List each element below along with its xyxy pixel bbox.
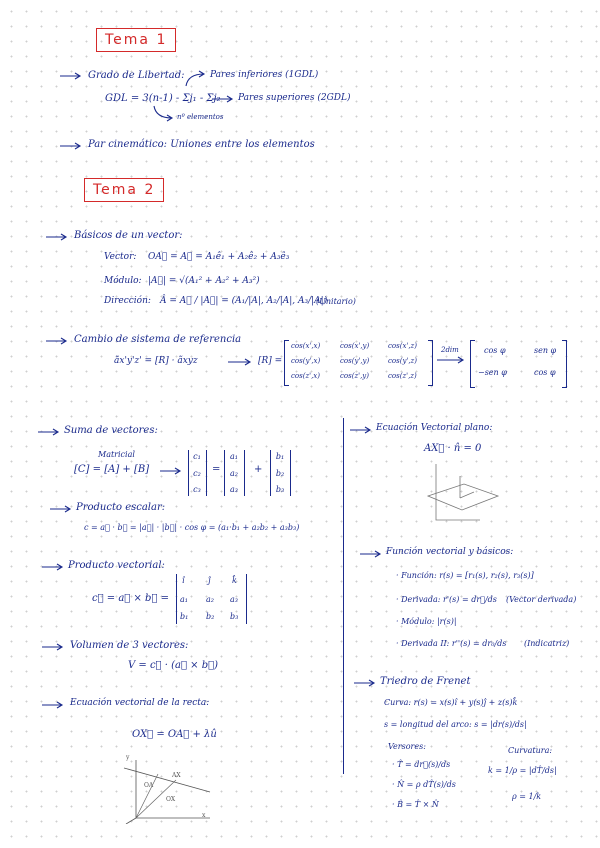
vector-bar bbox=[206, 450, 207, 496]
a-entry: a₁ bbox=[230, 452, 238, 461]
a-column bbox=[226, 452, 242, 494]
recta-formula: OX⃗ = OA⃗ + λû bbox=[132, 729, 217, 740]
c-entry: c₃ bbox=[193, 485, 201, 494]
a-entry: a₃ bbox=[230, 485, 238, 494]
plano-label: Ecuación Vectorial plano: bbox=[376, 423, 493, 433]
modulo-formula: |A⃗| = √(A₁² + A₂² + A₃²) bbox=[148, 276, 260, 286]
r2-matrix-cell: cos φ bbox=[534, 368, 556, 377]
b-column bbox=[272, 452, 288, 494]
vector-bar bbox=[290, 450, 291, 496]
pares-superiores: Pares superiores (2GDL) bbox=[238, 93, 351, 103]
b-entry: b₂ bbox=[275, 468, 285, 478]
a-entry: a₂ bbox=[230, 468, 238, 478]
vector-label: Vector: bbox=[104, 252, 137, 262]
n-versor-formula: · N̂ = ρ dT̂(s)/ds bbox=[392, 780, 456, 789]
plane-sketch-figure bbox=[420, 460, 504, 526]
fig-label: OA bbox=[144, 782, 154, 789]
det-entry: a₂ bbox=[206, 595, 214, 604]
volumen-label: Volumen de 3 vectores: bbox=[70, 640, 189, 651]
modulo-row: · Módulo: |r(s)| bbox=[396, 617, 457, 626]
vector-bar bbox=[270, 450, 271, 496]
matricial-label: Matricial bbox=[98, 450, 135, 459]
suma-label: Suma de vectores: bbox=[64, 425, 158, 436]
det-entry: ĵ bbox=[208, 576, 211, 585]
escalar-formula: c = a⃗ · b⃗ = |a⃗| · |b⃗| · cos φ = (a₁·b₁ + a₂b₂ + a₃b₃) bbox=[84, 523, 300, 532]
curved-arrow-icon bbox=[184, 70, 208, 88]
b-entry: b₃ bbox=[275, 485, 285, 494]
rho-formula: ρ = 1/k bbox=[512, 792, 542, 801]
unitario-note: (Unitario) bbox=[316, 297, 356, 306]
arrow-icon bbox=[212, 95, 236, 103]
r-label: [R] = bbox=[258, 356, 283, 366]
matrix-bracket-left bbox=[470, 340, 475, 388]
par-cinematico: Par cinemático: Uniones entre los elementos bbox=[88, 139, 315, 150]
suma-formula: [C] = [A] + [B] bbox=[74, 464, 150, 475]
det-entry: b₂ bbox=[206, 612, 215, 621]
plus-sign: + bbox=[254, 464, 263, 475]
arrow-icon bbox=[46, 233, 70, 241]
determinant-bar bbox=[246, 574, 247, 624]
curva-formula: Curva: r(s) = x(s)î + y(s)ĵ + z(s)k̂ bbox=[384, 698, 518, 707]
grados-label: Grado de Libertad: bbox=[88, 70, 185, 81]
r-matrix-cell: cos(y',z) bbox=[388, 357, 417, 365]
matrix-bracket-right bbox=[562, 340, 567, 388]
fig-label: OX bbox=[166, 796, 176, 803]
vectorial-label: Producto vectorial: bbox=[68, 560, 165, 571]
pares-inferiores: Pares inferiores (1GDL) bbox=[210, 70, 319, 80]
derivada-note: (Vector derivada) bbox=[506, 595, 577, 604]
arrow-icon bbox=[42, 701, 66, 709]
vector-bar bbox=[244, 450, 245, 496]
dim-label: 2dim bbox=[441, 346, 459, 354]
r2-matrix-cell: cos φ bbox=[484, 346, 506, 355]
r-matrix-cell: cos(z',z) bbox=[388, 372, 417, 380]
r-matrix-cell: cos(x',x) bbox=[291, 342, 321, 350]
modulo-label: Módulo: bbox=[104, 276, 142, 286]
escalar-label: Producto escalar: bbox=[76, 502, 166, 513]
basicos-label: Básicos de un vector: bbox=[74, 230, 183, 241]
fig-label: y bbox=[126, 754, 130, 761]
vector-bar bbox=[224, 450, 225, 496]
arrow-icon bbox=[50, 505, 74, 513]
equals-sign: = bbox=[212, 464, 221, 475]
vectorial-formula: c⃗ = a⃗ × b⃗ = bbox=[92, 593, 169, 604]
funcion-row: · Función: r(s) = [r₁(s), r₂(s), r₃(s)] bbox=[396, 571, 534, 580]
arrow-icon bbox=[437, 356, 467, 364]
curvatura-label: Curvatura: bbox=[508, 746, 553, 755]
recta-label: Ecuación vectorial de la recta: bbox=[70, 698, 210, 708]
arrow-icon bbox=[42, 643, 66, 651]
line-sketch-figure bbox=[118, 752, 214, 824]
tema2-title: Tema 2 bbox=[84, 178, 164, 202]
volumen-formula: V = c⃗ · (a⃗ × b⃗) bbox=[128, 660, 218, 671]
r-matrix-cell: cos(z',x) bbox=[291, 372, 320, 380]
c-entry: c₂ bbox=[193, 468, 201, 478]
derivada2-row: · Derivada II: r''(s) = dr₀/ds bbox=[396, 639, 507, 648]
b-entry: b₁ bbox=[275, 452, 285, 461]
det-entry: a₃ bbox=[230, 595, 238, 604]
fig-label: AX bbox=[172, 772, 181, 779]
c-column bbox=[190, 452, 204, 494]
vector-bar bbox=[188, 450, 189, 496]
fig-label: x bbox=[202, 812, 206, 819]
det-entry: b₃ bbox=[230, 612, 239, 621]
arrow-icon bbox=[60, 142, 84, 150]
arrow-icon bbox=[160, 467, 184, 475]
matrix-bracket-left bbox=[284, 340, 289, 386]
arrow-icon bbox=[360, 550, 384, 558]
det-entry: î bbox=[182, 576, 185, 585]
det-entry: k̂ bbox=[232, 576, 237, 585]
arrow-icon bbox=[354, 679, 378, 687]
funcion-label: Función vectorial y básicos: bbox=[386, 547, 514, 557]
column-divider bbox=[343, 418, 344, 774]
r-matrix-cell: cos(y',y) bbox=[340, 357, 370, 365]
matrix-bracket-right bbox=[428, 340, 433, 386]
direccion-label: Dirección: bbox=[104, 296, 151, 306]
determinant-bar bbox=[176, 574, 177, 624]
arrow-icon bbox=[46, 337, 70, 345]
det-entry: b₁ bbox=[180, 612, 189, 621]
plano-formula: AX⃗ · n̂ = 0 bbox=[424, 443, 482, 454]
r-matrix-cell: cos(z',y) bbox=[340, 372, 369, 380]
cambio-formula: ãx'y'z' = [R] · ãxyz bbox=[114, 356, 198, 366]
r-matrix-cell: cos(y',x) bbox=[291, 357, 321, 365]
r-matrix-cell: cos(x',z) bbox=[388, 342, 417, 350]
k-formula: k = 1/ρ = |dT̂/ds| bbox=[488, 766, 557, 775]
frenet-label: Triedro de Frenet bbox=[380, 676, 471, 687]
r2-matrix-cell: −sen φ bbox=[478, 368, 507, 377]
curved-arrow-icon bbox=[152, 104, 176, 124]
b-versor-formula: · B̂ = T̂ × N̂ bbox=[392, 800, 439, 809]
tema1-title: Tema 1 bbox=[96, 28, 176, 52]
det-entry: a₁ bbox=[180, 595, 188, 604]
longitud-formula: s = longitud del arco: s = |dr(s)/ds| bbox=[384, 720, 527, 729]
derivada2-note: (Indicatriz) bbox=[524, 639, 570, 648]
r-matrix-cell: cos(x',y) bbox=[340, 342, 370, 350]
c-entry: c₁ bbox=[193, 452, 201, 461]
arrow-icon bbox=[42, 563, 66, 571]
cambio-label: Cambio de sistema de referencia bbox=[74, 334, 242, 345]
versores-label: Versores: bbox=[388, 742, 426, 751]
vector-formula: OA⃗ = A⃗ = A₁ê₁ + A₂ê₂ + A₃ê₃ bbox=[148, 252, 290, 262]
arrow-icon bbox=[38, 428, 62, 436]
n-elementos: nº elementos bbox=[177, 113, 224, 121]
arrow-icon bbox=[350, 426, 374, 434]
t-versor-formula: · T̂ = dr⃗(s)/ds bbox=[392, 760, 451, 769]
gdl-formula: GDL = 3(n-1) - Σj₁ - Σj₂ bbox=[105, 93, 221, 104]
arrow-icon bbox=[60, 72, 84, 80]
arrow-icon bbox=[228, 358, 254, 366]
r2-matrix-cell: sen φ bbox=[534, 346, 557, 355]
derivada-row: · Derivada: r'(s) = dr⃗/ds bbox=[396, 595, 497, 604]
direccion-formula: Â = A⃗ / |A⃗| = (A₁/|A|, A₂/|A|, A₃/|A|) bbox=[160, 296, 328, 306]
